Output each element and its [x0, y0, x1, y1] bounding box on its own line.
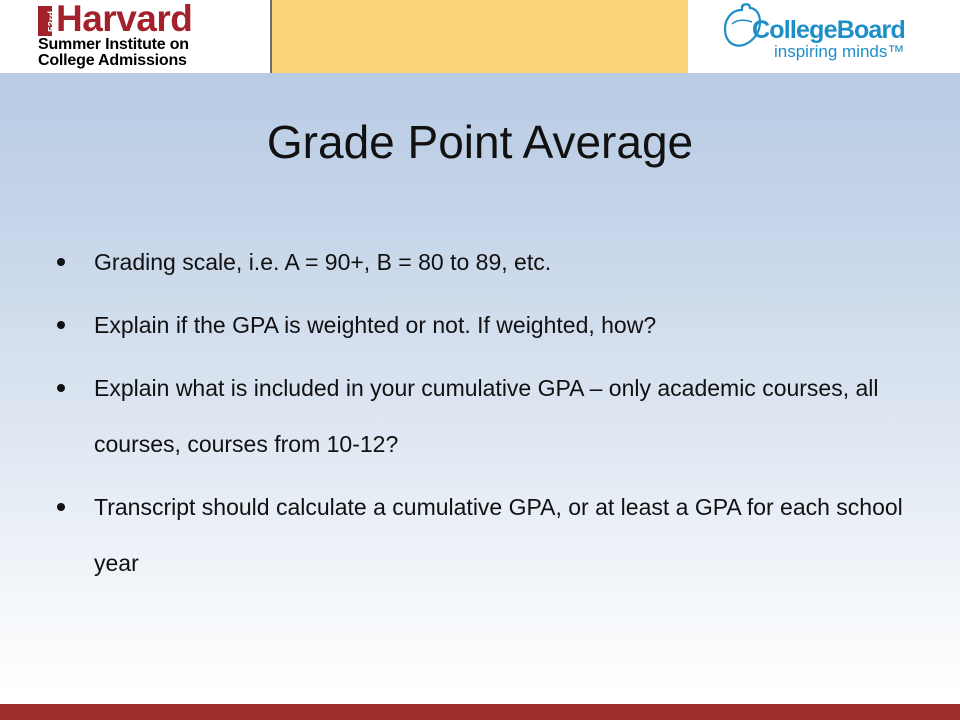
bullet-list: [57, 234, 947, 598]
bullet-icon: [57, 503, 65, 511]
bullet-icon: [57, 258, 65, 266]
slide-title: Grade Point Average: [266, 116, 694, 168]
bullet-icon: [57, 384, 65, 392]
harvard-wordmark: Harvard: [56, 0, 193, 39]
bullet-item: [57, 360, 947, 472]
slide-header: [0, 0, 960, 73]
bullet-text: Grading scale, i.e. A = 90+, B = 80 to 89, etc.: [94, 249, 552, 275]
bullet-item: [57, 234, 947, 290]
harvard-logo-line2: College Admissions: [38, 52, 187, 69]
bullet-icon: [57, 321, 65, 329]
collegeboard-wordmark: CollegeBoard: [752, 16, 905, 44]
bullet-text: Explain what is included in your cumulative GPA – only academic courses, all courses, courses from 10-12?: [94, 375, 879, 457]
header-yellow-band: [272, 0, 688, 73]
collegeboard-logo: [716, 2, 948, 70]
bullet-text: Explain if the GPA is weighted or not. If weighted, how?: [94, 312, 657, 338]
bullet-item: [57, 297, 947, 353]
bullet-item: [57, 479, 947, 591]
anniversary-seal: 53rd: [38, 6, 52, 36]
harvard-summer-institute-logo: [34, 0, 274, 70]
harvard-logo-line1: Summer Institute on: [38, 36, 189, 53]
bullet-text: Transcript should calculate a cumulative GPA, or at least a GPA for each school year: [94, 494, 903, 576]
footer-bar: [0, 704, 960, 720]
collegeboard-tagline: inspiring minds™: [774, 42, 905, 61]
